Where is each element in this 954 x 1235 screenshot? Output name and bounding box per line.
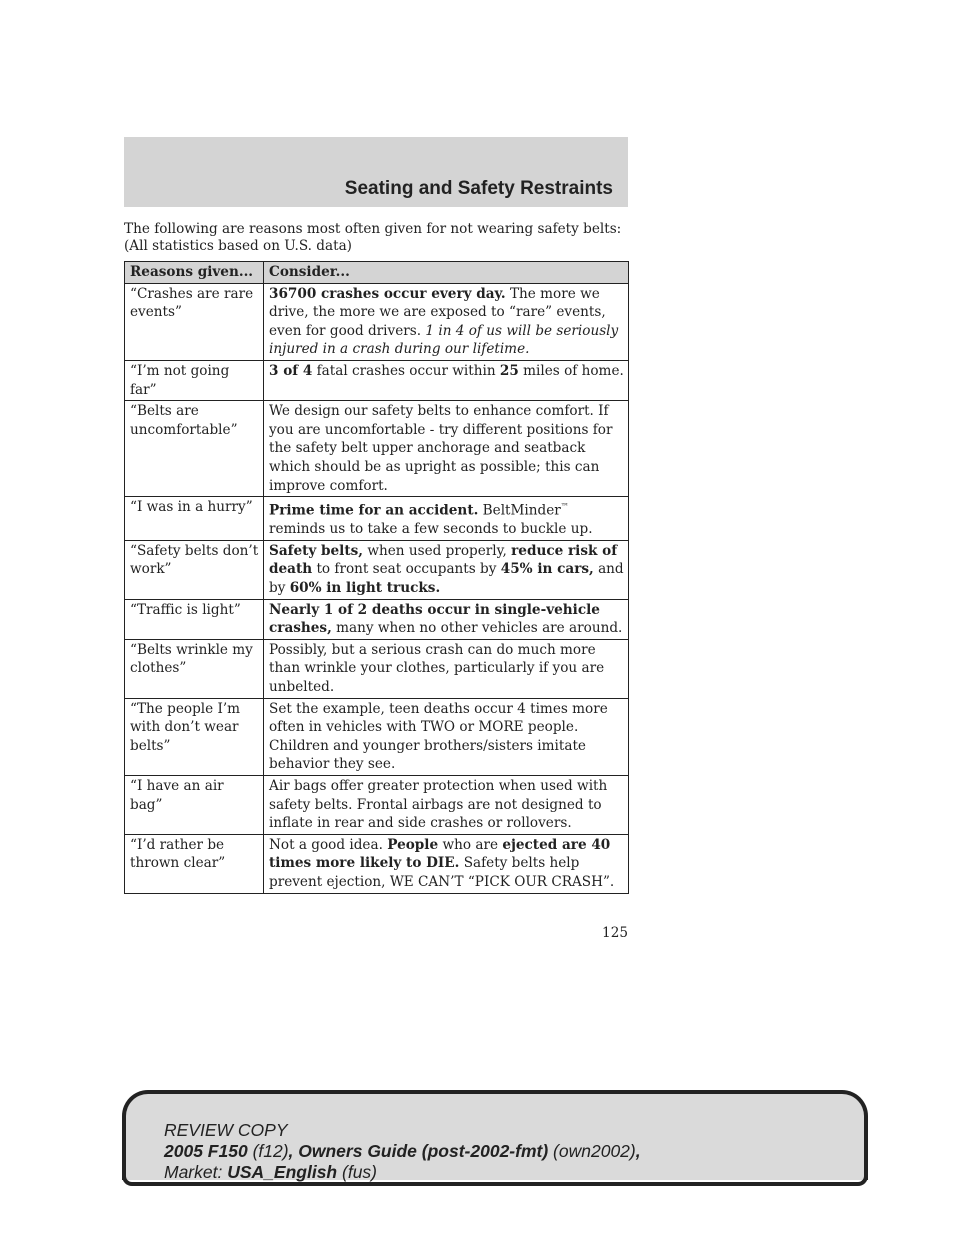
table-row [125, 283, 629, 360]
consider-cell [264, 834, 629, 893]
intro-line-1: The following are reasons most often given for not wearing safety belts: [124, 221, 622, 237]
section-header [124, 137, 628, 207]
reason-cell: “Traffic is light” [125, 599, 264, 639]
table-row [125, 698, 629, 775]
consider-text: reduce risk of death [269, 542, 618, 578]
consider-text: Safety belts help prevent ejection, WE CAN’T “PICK OUR CRASH”. [269, 855, 615, 890]
column-header-reasons: Reasons given... [125, 262, 264, 284]
reason-cell: “I was in a hurry” [125, 497, 264, 541]
model-code: (f12) [252, 1141, 289, 1161]
table-body [125, 283, 629, 893]
guide-comma: , [635, 1141, 641, 1161]
consider-text: BeltMinder [478, 502, 561, 519]
table-row [125, 360, 629, 400]
consider-text: and by [269, 561, 624, 597]
table-row [125, 639, 629, 698]
consider-text: ejected are 40 times more likely to DIE. [269, 836, 611, 872]
page-number: 125 [602, 925, 628, 941]
table-row [125, 401, 629, 497]
consider-text: Possibly, but a serious crash can do much more than wrinkle your clothes, particularly if you are unbelted. [269, 641, 605, 695]
consider-cell [264, 360, 629, 400]
reason-cell: “Safety belts don’t work” [125, 540, 264, 599]
consider-text: ™ [560, 502, 569, 512]
consider-text: Set the example, teen deaths occur 4 times more often in vehicles with TWO or MORE people. Children and younger brothers/sisters imitate behavior they see. [269, 700, 608, 773]
consider-cell [264, 775, 629, 834]
guide-code: (own2002) [553, 1141, 636, 1161]
consider-text: miles of home. [518, 362, 624, 379]
review-copy-text [164, 1120, 641, 1183]
section-title: Seating and Safety Restraints [344, 178, 613, 199]
consider-text: Safety belts, [269, 542, 364, 559]
consider-cell [264, 639, 629, 698]
consider-cell [264, 599, 629, 639]
table-row [125, 834, 629, 893]
model-name: 2005 F150 [164, 1141, 248, 1161]
reason-cell: “I have an air bag” [125, 775, 264, 834]
consider-text: 1 in 4 of us will be seriously injured in a crash during our lifetime. [269, 322, 619, 358]
consider-text: to front seat occupants by [312, 561, 501, 578]
consider-text: when used properly, [363, 542, 512, 559]
consider-text: fatal crashes occur within [312, 362, 500, 379]
intro-paragraph [124, 221, 628, 255]
table-row [125, 775, 629, 834]
consider-cell [264, 540, 629, 599]
guide-name: , Owners Guide (post-2002-fmt) [288, 1141, 549, 1161]
table-row [125, 497, 629, 541]
market-code: (fus) [342, 1162, 377, 1182]
consider-text: 36700 crashes occur every day. [269, 285, 506, 302]
consider-text: Prime time for an accident. [269, 502, 479, 519]
consider-text: 60% in light trucks. [289, 580, 441, 597]
column-header-consider: Consider... [264, 262, 629, 284]
consider-text: People [387, 836, 439, 853]
table-header-row [125, 262, 629, 284]
intro-line-2: (All statistics based on U.S. data) [124, 238, 352, 254]
reason-cell: “I’d rather be thrown clear” [125, 834, 264, 893]
reason-cell: “Belts wrinkle my clothes” [125, 639, 264, 698]
consider-cell [264, 698, 629, 775]
consider-text: The more we drive, the more we are exposed to “rare” events, even for good drivers. [269, 285, 606, 339]
consider-text: 45% in cars, [500, 561, 594, 578]
consider-cell [264, 401, 629, 497]
consider-text: reminds us to take a few seconds to buckle up. [269, 521, 593, 538]
market-label: Market: [164, 1162, 223, 1182]
consider-text: We design our safety belts to enhance comfort. If you are uncomfortable - try different positions for the safety belt upper anchorage and seatback which should be as upright as possible; this can improve comfort. [269, 403, 613, 494]
market-name: USA_English [227, 1162, 338, 1182]
consider-text: 3 of 4 [269, 362, 313, 379]
reason-cell: “Belts are uncomfortable” [125, 401, 264, 497]
consider-text: Not a good idea. [269, 836, 388, 853]
reasons-table [124, 261, 629, 894]
table-row [125, 540, 629, 599]
consider-cell [264, 497, 629, 541]
review-copy-box [122, 1090, 868, 1180]
table-row [125, 599, 629, 639]
consider-cell [264, 283, 629, 360]
reason-cell: “Crashes are rare events” [125, 283, 264, 360]
consider-text: 25 [499, 362, 519, 379]
review-copy-label: REVIEW COPY [164, 1120, 288, 1140]
consider-text: who are [438, 836, 503, 853]
consider-text: Nearly 1 of 2 deaths occur in single-vehicle crashes, [269, 601, 600, 637]
consider-text: Air bags offer greater protection when used with safety belts. Frontal airbags are not designed to inflate in rear and side crashes or rollovers. [269, 777, 608, 832]
reason-cell: “I’m not going far” [125, 360, 264, 400]
reason-cell: “The people I’m with don’t wear belts” [125, 698, 264, 775]
consider-text: many when no other vehicles are around. [331, 620, 623, 637]
